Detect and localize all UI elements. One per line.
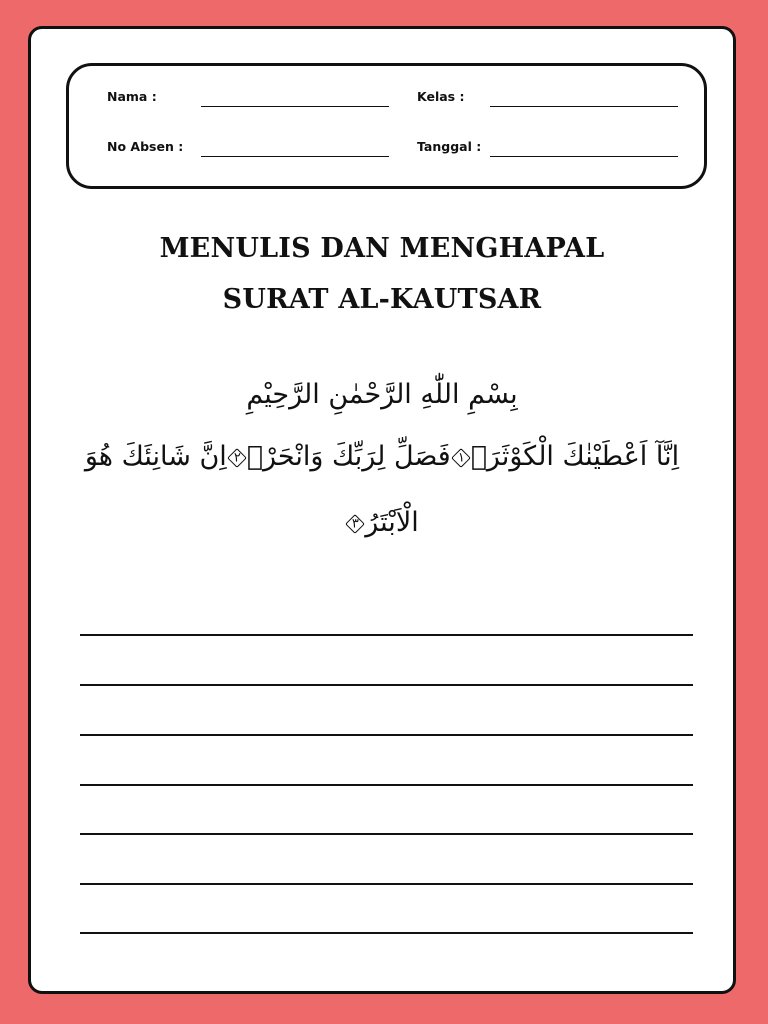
verse-line-1 [31, 443, 733, 470]
kelas-label: Kelas : [417, 89, 465, 104]
kelas-field[interactable] [490, 106, 678, 107]
verse-line-2 [31, 509, 733, 536]
ayah-1-text: اِنَّآ اَعْطَيْنٰكَ الْكَوْثَرَۗ [470, 441, 680, 472]
tanggal-label: Tanggal : [417, 139, 482, 154]
writing-line[interactable] [80, 684, 693, 686]
writing-line[interactable] [80, 634, 693, 636]
ayah-2-text: فَصَلِّ لِرَبِّكَ وَانْحَرْۗ [246, 441, 451, 472]
nama-field[interactable] [201, 106, 389, 107]
worksheet-title-line-1: MENULIS DAN MENGHAPAL [159, 233, 605, 264]
writing-line[interactable] [80, 734, 693, 736]
worksheet-page [28, 26, 736, 994]
no-absen-label: No Absen : [107, 139, 184, 154]
ayah-3-number-marker: ٣ [345, 514, 365, 534]
ayah-3-text-end: الْاَبْتَرُ [365, 507, 419, 538]
worksheet-title-line-2: SURAT AL-KAUTSAR [222, 284, 542, 315]
ayah-2-number-marker: ٢ [227, 448, 247, 468]
student-info-box [66, 63, 707, 189]
basmalah: بِسْمِ اللّٰهِ الرَّحْمٰنِ الرَّحِيْمِ [246, 379, 518, 410]
nama-label: Nama : [107, 89, 157, 104]
writing-line[interactable] [80, 883, 693, 885]
tanggal-field[interactable] [490, 156, 678, 157]
no-absen-field[interactable] [201, 156, 389, 157]
writing-line[interactable] [80, 932, 693, 934]
ayah-1-number-marker: ١ [451, 448, 471, 468]
writing-line[interactable] [80, 833, 693, 835]
writing-line[interactable] [80, 784, 693, 786]
ayah-3-text-start: اِنَّ شَانِئَكَ هُوَ [84, 441, 227, 472]
